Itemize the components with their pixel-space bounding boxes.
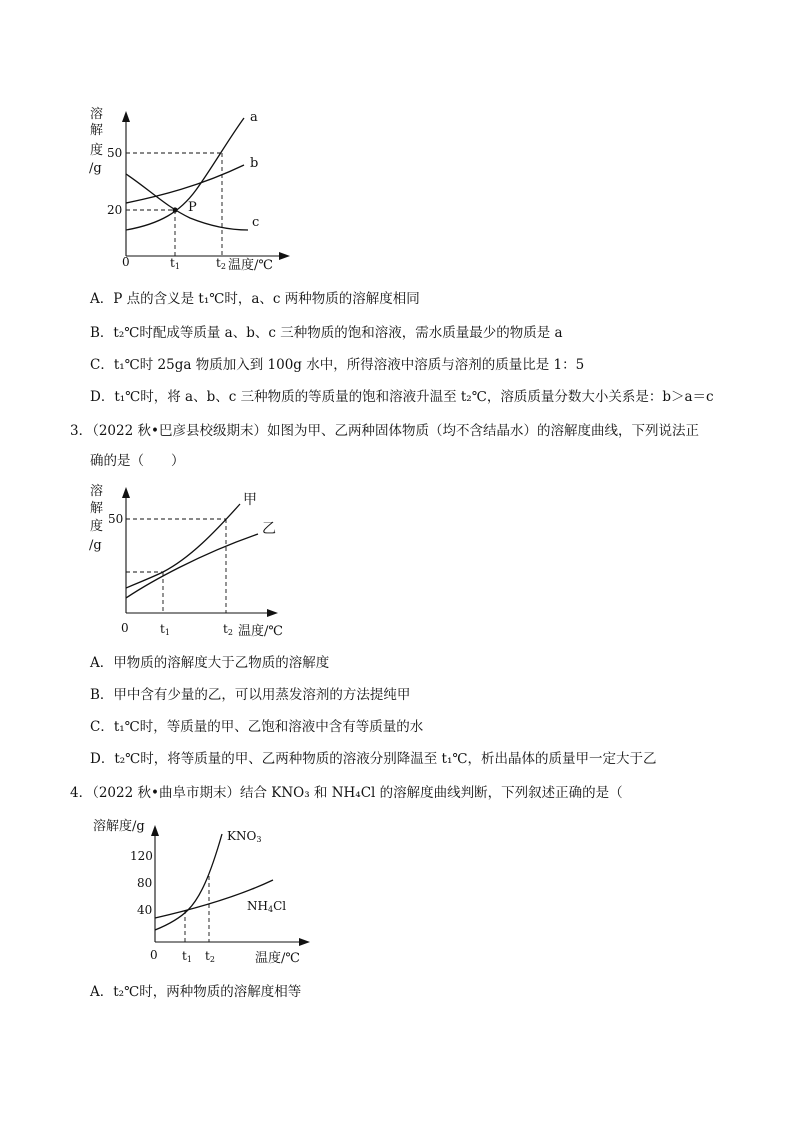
q3-stem-line1: 3．（2022 秋•巴彦县校级期末）如图为甲、乙两种固体物质（均不含结晶水）的溶解度曲线，下列说法正	[70, 423, 699, 439]
graph2-curve-jia	[126, 504, 240, 588]
graph1-point-label: P	[188, 200, 197, 215]
graph3-tick-t2: t2	[205, 949, 215, 964]
graph1-y-label-3: 度	[90, 143, 104, 158]
q3-option-b[interactable]: B．甲中含有少量的乙，可以用蒸发溶剂的方法提纯甲	[90, 687, 411, 703]
graph1-tick-t1: t1	[170, 256, 180, 271]
graph1-label-a: a	[250, 110, 258, 125]
q3-stem-line2: 确的是（ ）	[90, 453, 185, 469]
graph1-y-label-1: 溶	[90, 107, 104, 122]
graph1-tick-t2: t2	[216, 256, 226, 271]
graph3-label-kno3: KNO3	[227, 829, 262, 844]
q2-option-a[interactable]: A．P 点的含义是 t₁℃时，a、c 两种物质的溶解度相同	[90, 291, 420, 307]
graph3-y-arrow	[151, 825, 159, 836]
graph2-label-jia: 甲	[243, 492, 257, 508]
graph2-origin: 0	[121, 621, 129, 635]
solubility-graph-3	[0, 810, 794, 1010]
graph1-label-b: b	[250, 156, 259, 171]
graph2-tick-t2: t2	[223, 622, 233, 637]
graph1-curve-a	[126, 118, 244, 230]
solubility-graph-1	[0, 0, 794, 280]
graph3-x-label: 温度/℃	[255, 951, 300, 966]
graph2-x-arrow	[267, 609, 278, 617]
q2-option-d[interactable]: D．t₁℃时，将 a、b、c 三种物质的等质量的饱和溶液升温至 t₂℃，溶质质量分数大小关系是：b＞a＝c	[90, 389, 714, 405]
graph1-curve-c	[126, 174, 248, 230]
q3-option-d[interactable]: D．t₂℃时，将等质量的甲、乙两种物质的溶液分别降温至 t₁℃，析出晶体的质量甲一定大于乙	[90, 751, 657, 767]
graph2-y-label-2: 解	[90, 501, 104, 516]
graph3-label-nh4cl: NH4Cl	[247, 899, 287, 914]
graph2-y-label-1: 溶	[90, 484, 104, 499]
graph1-y-arrow	[122, 111, 130, 122]
solubility-graph-2	[0, 470, 794, 670]
graph1-tick-50: 50	[107, 146, 123, 160]
graph3-tick-80: 80	[137, 876, 153, 890]
graph3-tick-t1: t1	[182, 949, 192, 964]
graph1-y-label-2: 解	[90, 123, 104, 138]
q3-option-c[interactable]: C．t₁℃时，等质量的甲、乙饱和溶液中含有等质量的水	[90, 719, 424, 735]
q4-option-a[interactable]: A．t₂℃时，两种物质的溶解度相等	[90, 984, 302, 1000]
q3-option-a[interactable]: A．甲物质的溶解度大于乙物质的溶解度	[90, 655, 330, 671]
graph2-tick-t1: t1	[160, 622, 170, 637]
graph1-y-label-4: /g	[89, 161, 102, 176]
graph1-tick-20: 20	[107, 203, 123, 217]
graph2-y-arrow	[122, 487, 130, 498]
graph1-point-p	[172, 207, 177, 212]
graph2-label-yi: 乙	[262, 521, 276, 537]
q2-option-c[interactable]: C．t₁℃时 25ga 物质加入到 100g 水中，所得溶液中溶质与溶剂的质量比是 1：5	[90, 357, 585, 373]
graph3-x-arrow	[299, 938, 310, 946]
q4-stem-line1: 4．（2022 秋•曲阜市期末）结合 KNO₃ 和 NH₄Cl 的溶解度曲线判断，下列叙述正确的是（	[70, 785, 623, 801]
graph2-y-label-3: 度	[90, 519, 104, 534]
q2-option-b[interactable]: B．t₂℃时配成等质量 a、b、c 三种物质的饱和溶液，需水质量最少的物质是 a	[90, 325, 563, 341]
graph3-tick-120: 120	[130, 849, 153, 863]
graph1-curve-b	[126, 165, 244, 203]
graph1-x-label: 温度/℃	[228, 258, 273, 273]
graph2-tick-50: 50	[108, 512, 124, 526]
graph2-x-label: 温度/℃	[238, 624, 283, 639]
graph1-origin: 0	[122, 255, 130, 269]
graph2-curve-yi	[126, 534, 258, 598]
graph3-origin: 0	[150, 948, 158, 962]
graph1-label-c: c	[252, 215, 260, 230]
graph3-tick-40: 40	[137, 903, 153, 917]
graph3-y-label: 溶解度/g	[93, 819, 145, 834]
graph1-x-arrow	[279, 252, 290, 260]
graph2-y-label-4: /g	[89, 538, 102, 553]
